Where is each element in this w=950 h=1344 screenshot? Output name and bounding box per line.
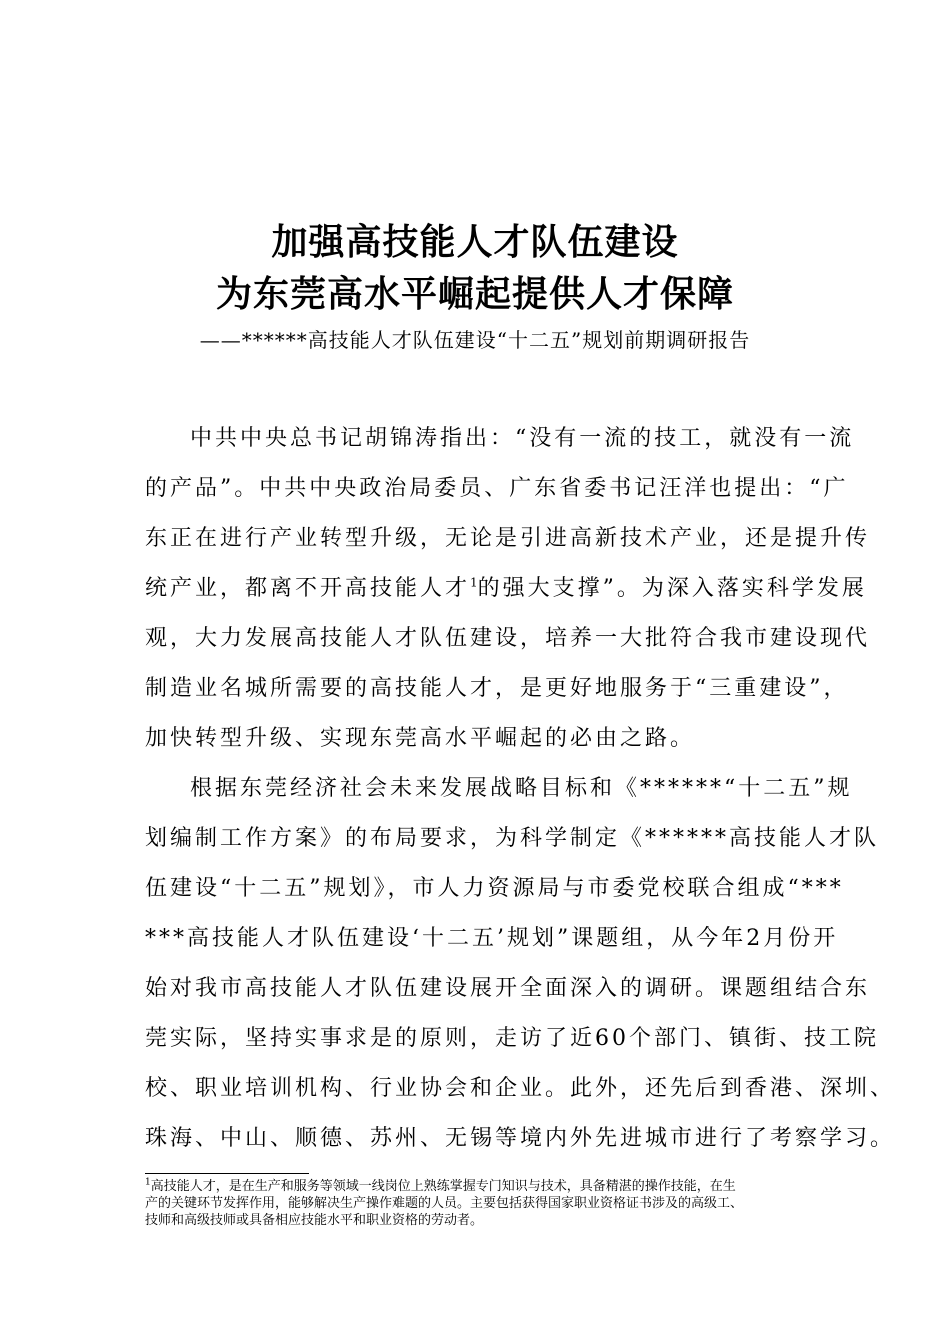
footnote-reference[interactable]: 1: [470, 575, 478, 590]
title-line-1: 加强高技能人才队伍建设: [271, 221, 679, 263]
paragraph-line: 根据东莞经济社会未来发展战略目标和《******“十二五”规: [190, 776, 853, 801]
paragraph-line: 的产品”。中共中央政治局委员、广东省委书记汪洋也提出：“广: [145, 476, 849, 501]
paragraph-line: 校、职业培训机构、行业协会和企业。此外，还先后到香港、深圳、: [145, 1076, 896, 1101]
paragraph-line: 珠海、中山、顺德、苏州、无锡等境内外先进城市进行了考察学习。: [145, 1126, 896, 1151]
paragraph-line: 加快转型升级、实现东莞高水平崛起的必由之路。: [145, 726, 696, 751]
footnote-line: 技师和高级技师或具备相应技能水平和职业资格的劳动者。: [145, 1213, 484, 1228]
paragraph-text: 的强大支撑”。为深入落实科学发展: [477, 576, 867, 601]
paragraph-line: 莞实际，坚持实事求是的原则，走访了近60个部门、镇街、技工院: [145, 1026, 879, 1051]
footnote-text: 高技能人才，是在生产和服务等领域一线岗位上熟练掌握专门知识与技术，具备精湛的操作技能，在生: [150, 1179, 736, 1194]
paragraph-line: 观，大力发展高技能人才队伍建设，培养一大批符合我市建设现代: [145, 626, 871, 651]
footnote-line: [145, 1179, 805, 1195]
paragraph-line: [145, 574, 867, 604]
paragraph-line: 中共中央总书记胡锦涛指出：“没有一流的技工，就没有一流: [190, 426, 855, 451]
paragraph-line: 制造业名城所需要的高技能人才，是更好地服务于“三重建设”，: [145, 676, 849, 701]
paragraph-line: 始对我市高技能人才队伍建设展开全面深入的调研。课题组结合东: [145, 976, 871, 1001]
paragraph-line: 伍建设“十二五”规划》，市人力资源局与市委党校联合组成“***: [145, 876, 844, 901]
footnote-line: 产的关键环节发挥作用，能够解决生产操作难题的人员。主要包括获得国家职业资格证书涉及的高级工、: [145, 1196, 744, 1211]
paragraph-line: ***高技能人才队伍建设‘十二五’规划”课题组，从今年2月份开: [145, 926, 839, 951]
paragraph-line: 东正在进行产业转型升级，无论是引进高新技术产业，还是提升传: [145, 526, 871, 551]
paragraph-line: 划编制工作方案》的布局要求，为科学制定《******高技能人才队: [145, 826, 880, 851]
footnote-divider: [145, 1173, 309, 1174]
title-line-2: 为东莞高水平崛起提供人才保障: [215, 273, 734, 315]
subtitle: ——******高技能人才队伍建设“十二五”规划前期调研报告: [199, 328, 751, 352]
paragraph-text: 统产业，都离不开高技能人才: [145, 576, 471, 601]
footnote-marker: 1: [145, 1177, 151, 1188]
